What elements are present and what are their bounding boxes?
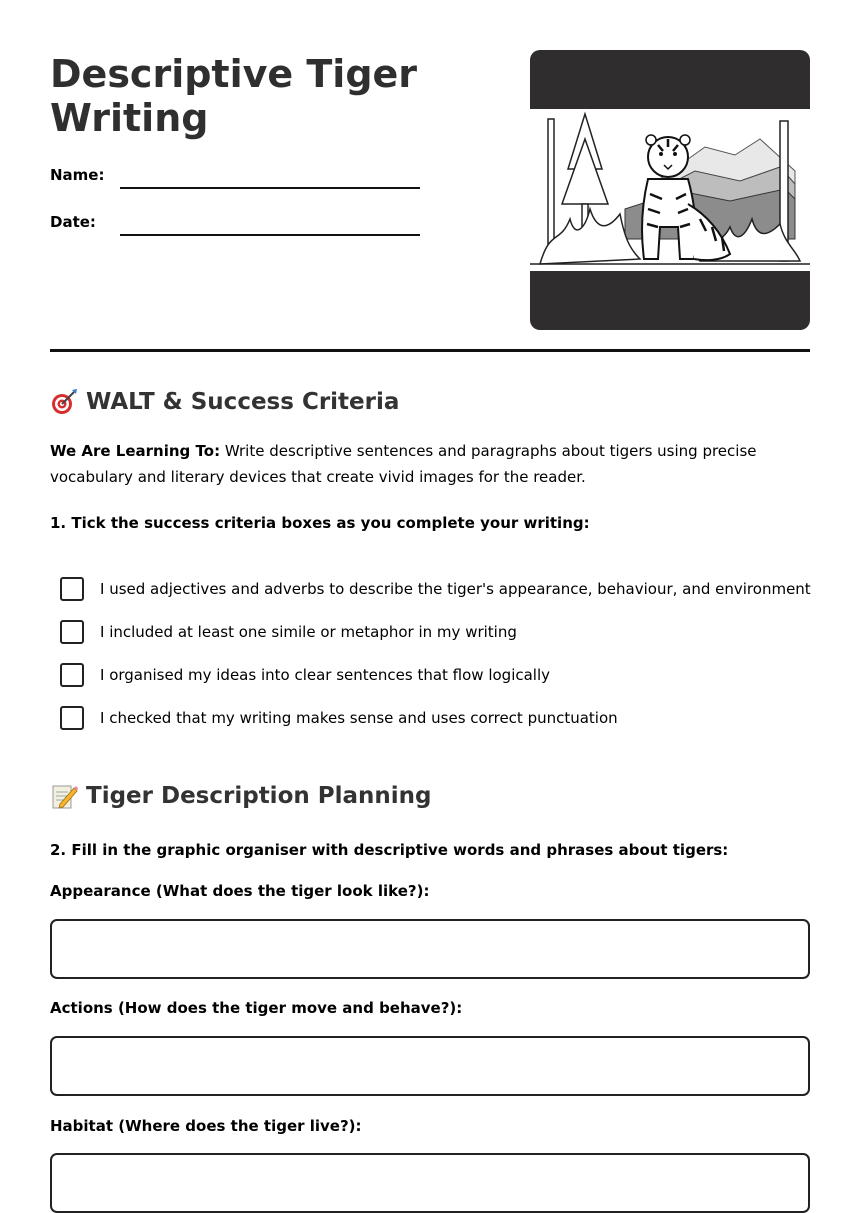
criteria-item <box>60 663 550 687</box>
criteria-checkbox-1[interactable] <box>60 577 84 601</box>
criteria-checkbox-2[interactable] <box>60 620 84 644</box>
criteria-checkbox-4[interactable] <box>60 706 84 730</box>
criteria-checkbox-3[interactable] <box>60 663 84 687</box>
name-field[interactable] <box>120 187 420 189</box>
title-line-1: Descriptive Tiger <box>50 52 418 96</box>
habitat-label: Habitat (Where does the tiger live?): <box>50 1117 362 1135</box>
criteria-label: I checked that my writing makes sense and uses correct punctuation <box>100 709 618 727</box>
planning-heading <box>50 782 431 810</box>
header-divider <box>50 349 810 352</box>
walt-statement <box>50 438 810 490</box>
actions-label: Actions (How does the tiger move and behave?): <box>50 999 463 1017</box>
actions-answer-box[interactable] <box>50 1036 810 1096</box>
criteria-item <box>60 620 517 644</box>
target-dart-icon <box>50 388 78 416</box>
page-title <box>50 52 490 140</box>
criteria-label: I organised my ideas into clear sentences that flow logically <box>100 666 551 684</box>
appearance-answer-box[interactable] <box>50 919 810 979</box>
criteria-label: I included at least one simile or metaphor in my writing <box>100 623 517 641</box>
criteria-item <box>60 577 811 601</box>
title-line-2: Writing <box>50 96 209 140</box>
walt-label: We Are Learning To: <box>50 442 221 460</box>
date-field[interactable] <box>120 234 420 236</box>
walt-heading <box>50 388 399 416</box>
planning-heading-text: Tiger Description Planning <box>86 783 432 809</box>
tiger-illustration <box>530 50 810 330</box>
success-criteria-instruction: 1. Tick the success criteria boxes as you complete your writing: <box>50 514 590 532</box>
planning-instruction: 2. Fill in the graphic organiser with descriptive words and phrases about tigers: <box>50 841 729 859</box>
date-label: Date: <box>50 213 96 231</box>
memo-pencil-icon <box>50 782 78 810</box>
tiger-scene-image <box>530 109 810 271</box>
walt-heading-text: WALT & Success Criteria <box>86 389 400 415</box>
appearance-label: Appearance (What does the tiger look like?): <box>50 882 430 900</box>
walt-text: Write descriptive sentences and paragraphs about tigers using precise vocabulary and literary devices that create vivid images for the reader. <box>50 442 757 486</box>
name-label: Name: <box>50 166 105 184</box>
criteria-item <box>60 706 618 730</box>
habitat-answer-box[interactable] <box>50 1153 810 1213</box>
criteria-label: I used adjectives and adverbs to describe the tiger's appearance, behaviour, and environment <box>100 580 811 598</box>
